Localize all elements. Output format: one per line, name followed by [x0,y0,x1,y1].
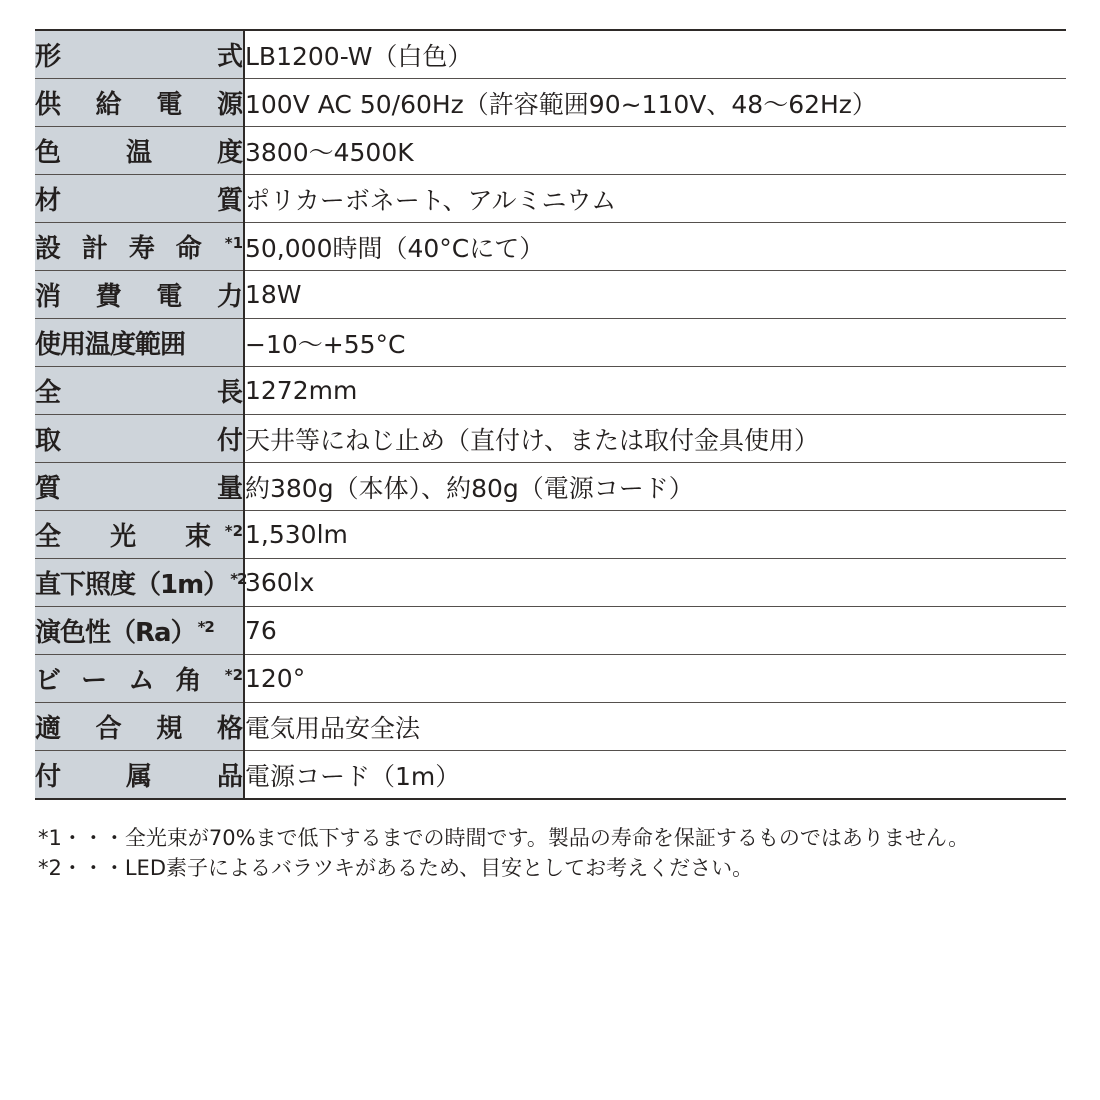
spec-label-text [35,612,243,649]
spec-label-text: 材 質 [35,186,243,216]
spec-label [35,319,244,367]
spec-row-power-supply [35,79,1066,127]
spec-label-text [35,228,243,265]
spec-value: 100V AC 50/60Hz（許容範囲90~110V、48～62Hz） [244,79,1066,127]
spec-label-text: 質 量 [35,474,243,504]
spec-label-text: 取 付 [35,426,243,456]
spec-value: 18W [244,271,1066,319]
footnote-mark: *2 [230,570,247,588]
spec-value: 電源コード（1m） [245,761,461,791]
spec-label [35,463,244,511]
spec-label-text: 適合規格 [35,714,243,744]
spec-label-main: 演色性（Ra） [35,618,196,648]
spec-label-text [35,660,243,697]
spec-row-color-rendering [35,607,1066,655]
footnote-1: *1・・・全光束が70%まで低下するまでの時間です。製品の寿命を保証するものではありません。 [38,826,970,850]
spec-value: 1,530lm [244,511,1066,559]
spec-label-main: 設計寿命 [35,234,223,264]
spec-label [35,127,244,175]
spec-label-text [35,564,247,601]
footnote-2: *2・・・LED素子によるバラツキがあるため、目安としてお考えください。 [38,856,754,880]
spec-value: 1272mm [244,367,1066,415]
spec-label [35,415,244,463]
spec-label-text: 使用温度範囲 [35,330,186,360]
spec-label-main: 直下照度（1m） [35,570,229,600]
spec-label-text: 付 属 品 [35,762,243,792]
spec-value: ポリカーボネート、アルミニウム [244,175,1066,223]
spec-value: 76 [244,607,1066,655]
spec-row-power-consumption [35,271,1066,319]
footnotes [38,823,1078,883]
spec-label [35,271,244,319]
spec-label-text: 色 温 度 [35,138,243,168]
spec-label-text: 全 長 [35,378,243,408]
spec-row-standards [35,703,1066,751]
spec-row-luminous-flux [35,511,1066,559]
spec-row-illuminance [35,559,1066,607]
footnote-mark: *2 [224,666,243,684]
spec-label [35,511,244,559]
spec-value: 天井等にねじ止め（直付け、または取付金具使用） [244,415,1066,463]
spec-row-accessories [35,751,1066,800]
spec-value: 360lx [244,559,1066,607]
spec-row-mass [35,463,1066,511]
spec-row-operating-temperature [35,319,1066,367]
spec-label-main: 全 光 束 [35,522,223,552]
spec-value: 電気用品安全法 [244,703,1066,751]
spec-value: 50,000時間（40°Cにて） [244,223,1066,271]
spec-row-color-temperature [35,127,1066,175]
spec-row-beam-angle [35,655,1066,703]
spec-label-text: 形 式 [35,42,243,72]
spec-label [35,223,244,271]
spec-table [35,29,1066,800]
spec-row-design-life [35,223,1066,271]
spec-row-total-length [35,367,1066,415]
spec-value: 3800～4500K [244,127,1066,175]
spec-row-model [35,30,1066,79]
spec-label [35,655,244,703]
footnote-mark: *2 [224,522,243,540]
spec-value: 120° [244,655,1066,703]
spec-value: 約380g（本体）、約80g（電源コード） [244,463,1066,511]
spec-value: −10～+55°C [244,319,1066,367]
spec-label [35,751,244,800]
spec-label-text [35,516,243,553]
spec-row-material [35,175,1066,223]
spec-row-mounting [35,415,1066,463]
spec-value: LB1200-W（白色） [244,30,1066,79]
spec-label [35,79,244,127]
spec-label [35,367,244,415]
footnote-mark: *2 [197,618,214,636]
spec-label [35,175,244,223]
spec-label-text: 消費電力 [35,282,243,312]
spec-label [35,607,244,655]
spec-label [35,30,244,79]
spec-label [35,703,244,751]
footnote-mark: *1 [224,234,243,252]
spec-label-text: 供給電源 [35,90,243,120]
spec-label-main: ビーム角 [35,666,223,696]
spec-label [35,559,247,607]
